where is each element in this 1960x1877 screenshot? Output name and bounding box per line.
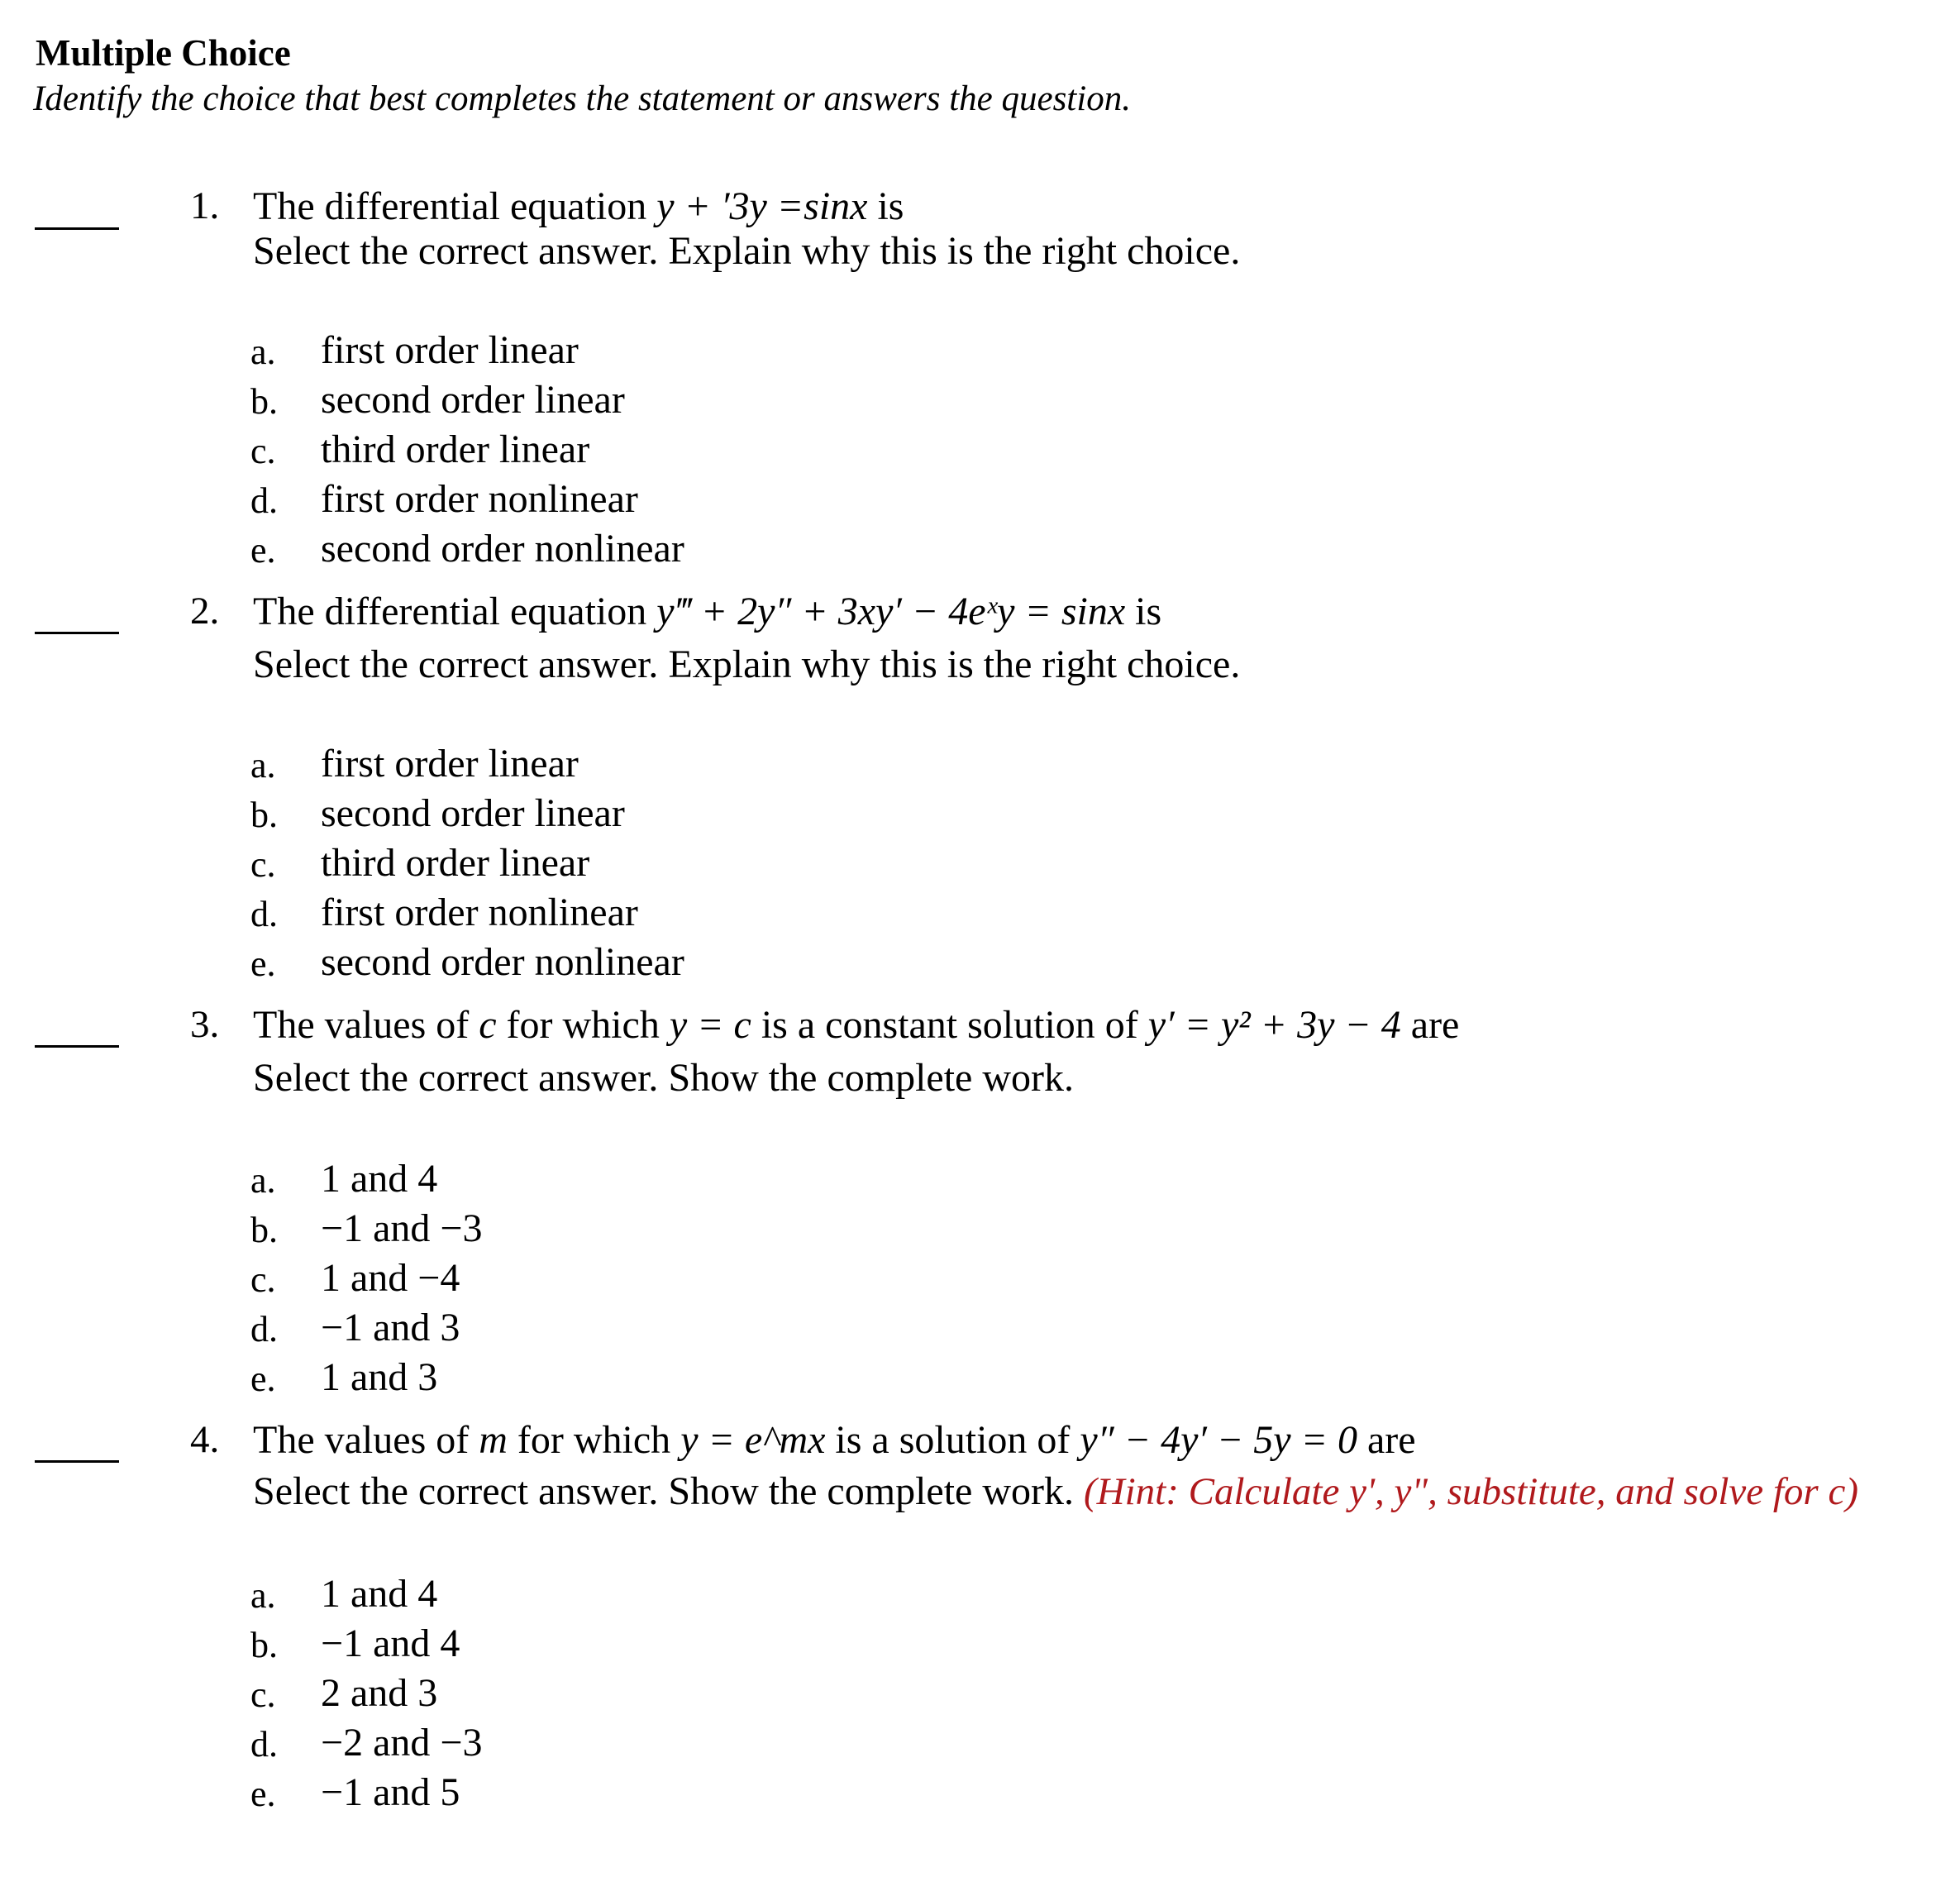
stem-prefix: The differential equation bbox=[253, 590, 657, 633]
variable: m bbox=[479, 1418, 508, 1462]
choice-text[interactable]: first order linear bbox=[321, 742, 579, 786]
question-stem bbox=[253, 1417, 1416, 1463]
choice-text[interactable]: first order linear bbox=[321, 328, 579, 372]
choice-letter: d. bbox=[250, 894, 278, 934]
question-number: 4. bbox=[190, 1418, 220, 1461]
choice-text[interactable]: −1 and 3 bbox=[321, 1306, 460, 1349]
choice-letter: d. bbox=[250, 480, 278, 521]
answer-blank-1[interactable] bbox=[35, 227, 119, 230]
stem-suffix: is bbox=[1125, 590, 1162, 633]
choice-text[interactable]: −1 and −3 bbox=[321, 1206, 483, 1250]
choice-letter: e. bbox=[250, 1774, 276, 1814]
choice-letter: b. bbox=[250, 381, 278, 422]
stem-prefix: The values of bbox=[253, 1418, 479, 1462]
equation: y = c bbox=[669, 1003, 751, 1047]
choice-text[interactable]: −1 and 5 bbox=[321, 1770, 460, 1814]
equation: y + ′3y =sinx bbox=[656, 184, 868, 228]
choice-text[interactable]: first order nonlinear bbox=[321, 891, 638, 934]
question-instruction bbox=[253, 1055, 1074, 1101]
choice-letter: b. bbox=[250, 1625, 278, 1665]
choice-letter: e. bbox=[250, 943, 276, 984]
choice-text[interactable]: 2 and 3 bbox=[321, 1671, 438, 1715]
choice-letter: b. bbox=[250, 1210, 278, 1250]
stem-suffix: is bbox=[867, 184, 904, 228]
equation-2: y″ − 4y′ − 5y = 0 bbox=[1080, 1418, 1357, 1462]
stem-mid: for which bbox=[496, 1003, 670, 1047]
stem-prefix: The values of bbox=[253, 1003, 479, 1047]
choice-text[interactable]: 1 and 3 bbox=[321, 1355, 438, 1399]
instruction: Select the correct answer. bbox=[253, 1056, 659, 1100]
choice-letter: a. bbox=[250, 745, 276, 786]
choice-text[interactable]: third order linear bbox=[321, 427, 590, 471]
stem-mid2: is a constant solution of bbox=[751, 1003, 1148, 1047]
answer-blank-3[interactable] bbox=[35, 1045, 119, 1048]
instruction: Select the correct answer. bbox=[253, 642, 659, 686]
choice-text[interactable]: −1 and 4 bbox=[321, 1621, 460, 1665]
stem-mid: for which bbox=[507, 1418, 681, 1462]
choice-text[interactable]: second order linear bbox=[321, 378, 625, 422]
choice-letter: e. bbox=[250, 1359, 276, 1399]
choice-letter: c. bbox=[250, 431, 276, 471]
question-number: 1. bbox=[190, 184, 220, 227]
section-title: Multiple Choice bbox=[36, 32, 291, 74]
instruction-extra: Explain why this is the right choice. bbox=[668, 642, 1241, 686]
question-stem bbox=[253, 184, 904, 229]
choice-text[interactable]: second order nonlinear bbox=[321, 940, 684, 984]
choice-text[interactable]: first order nonlinear bbox=[321, 477, 638, 521]
choice-letter: d. bbox=[250, 1309, 278, 1349]
answer-blank-4[interactable] bbox=[35, 1460, 119, 1463]
instruction: Select the correct answer. Show the complete work. bbox=[253, 1469, 1074, 1513]
question-instruction bbox=[253, 1469, 1858, 1514]
choice-letter: c. bbox=[250, 1674, 276, 1715]
variable: c bbox=[479, 1003, 497, 1047]
question-stem bbox=[253, 589, 1161, 634]
choice-text[interactable]: second order linear bbox=[321, 791, 625, 835]
choice-letter: e. bbox=[250, 530, 276, 571]
stem-suffix: are bbox=[1357, 1418, 1416, 1462]
choice-letter: a. bbox=[250, 1160, 276, 1201]
stem-mid2: is a solution of bbox=[825, 1418, 1080, 1462]
choice-letter: a. bbox=[250, 332, 276, 372]
instruction-extra: Show the complete work. bbox=[668, 1056, 1075, 1100]
question-instruction bbox=[253, 228, 1240, 274]
question-stem bbox=[253, 1002, 1459, 1048]
choice-text[interactable]: 1 and 4 bbox=[321, 1572, 438, 1616]
stem-prefix: The differential equation bbox=[253, 184, 657, 228]
stem-suffix: are bbox=[1400, 1003, 1460, 1047]
choice-text[interactable]: 1 and −4 bbox=[321, 1256, 460, 1300]
answer-blank-2[interactable] bbox=[35, 632, 119, 634]
choice-letter: c. bbox=[250, 1259, 276, 1300]
choice-letter: b. bbox=[250, 795, 278, 835]
instruction-extra: Explain why this is the right choice. bbox=[668, 229, 1241, 273]
choice-text[interactable]: 1 and 4 bbox=[321, 1157, 438, 1201]
choice-text[interactable]: −2 and −3 bbox=[321, 1721, 483, 1765]
choice-letter: a. bbox=[250, 1575, 276, 1616]
choice-text[interactable]: second order nonlinear bbox=[321, 527, 684, 571]
equation: y = e^mx bbox=[680, 1418, 826, 1462]
section-instructions: Identify the choice that best completes the statement or answers the question. bbox=[33, 79, 1131, 118]
question-number: 3. bbox=[190, 1003, 220, 1046]
equation: y‴ + 2y″ + 3xy′ − 4eˣy = sinx bbox=[656, 590, 1126, 633]
question-instruction bbox=[253, 642, 1240, 687]
choice-letter: c. bbox=[250, 844, 276, 885]
question-number: 2. bbox=[190, 590, 220, 633]
choice-letter: d. bbox=[250, 1724, 278, 1765]
hint-text: (Hint: Calculate y', y", substitute, and solve for c) bbox=[1084, 1470, 1858, 1513]
choice-text[interactable]: third order linear bbox=[321, 841, 590, 885]
equation-2: y′ = y² + 3y − 4 bbox=[1147, 1003, 1401, 1047]
instruction: Select the correct answer. bbox=[253, 229, 659, 273]
